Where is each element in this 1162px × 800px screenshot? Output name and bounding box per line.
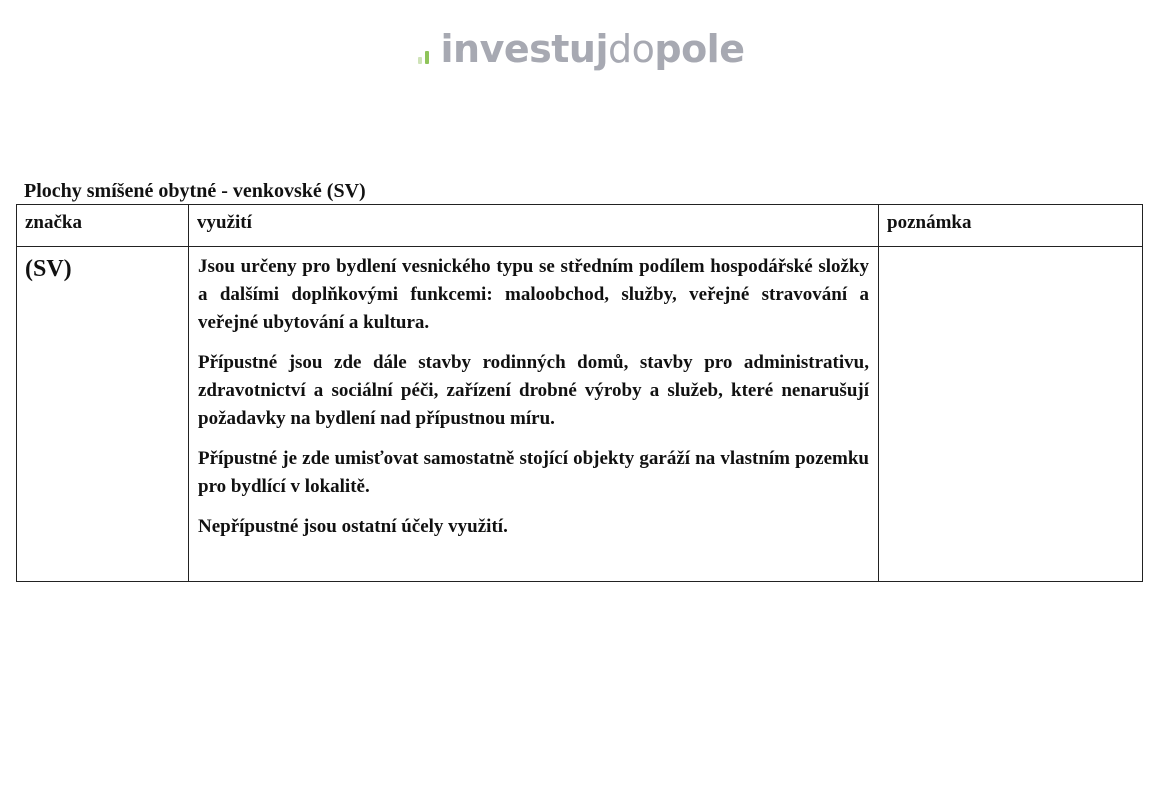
logo-text-light: do: [608, 27, 655, 71]
logo-text-end: pole: [654, 27, 745, 71]
header-note: poznámka: [879, 205, 1143, 247]
use-paragraph-3: Přípustné je zde umisťovat samostatně stojící objekty garáží na vlastním pozemku pro bydlící v lokalitě.: [198, 448, 869, 497]
cell-use: [189, 247, 879, 582]
cell-note: [879, 247, 1143, 582]
document-title: Plochy smíšené obytné - venkovské (SV): [24, 180, 366, 202]
header-code: značka: [17, 205, 189, 247]
header-use: využití: [189, 205, 879, 247]
table-row: [17, 247, 1143, 582]
use-paragraph-2: Přípustné jsou zde dále stavby rodinných domů, stavby pro administrativu, zdravotnictví a sociální péči, zařízení drobné výroby a služeb, které nenarušují požadavky na bydlení nad přípustnou míru.: [198, 352, 869, 429]
table-header-row: [17, 205, 1143, 247]
logo: [0, 26, 1162, 72]
regulation-table-container: [16, 204, 1142, 582]
bar-chart-icon: [418, 40, 438, 64]
use-paragraph-4: Nepřípustné jsou ostatní účely využití.: [198, 516, 508, 537]
logo-text-main: investuj: [440, 27, 608, 71]
cell-code: (SV): [17, 247, 189, 582]
regulation-table: [16, 204, 1143, 582]
use-paragraph-1: Jsou určeny pro bydlení vesnického typu se středním podílem hospodářské složky a dalšími doplňkovými funkcemi: maloobchod, služby, veřejné stravování a veřejné ubytování a kultura.: [198, 256, 869, 333]
